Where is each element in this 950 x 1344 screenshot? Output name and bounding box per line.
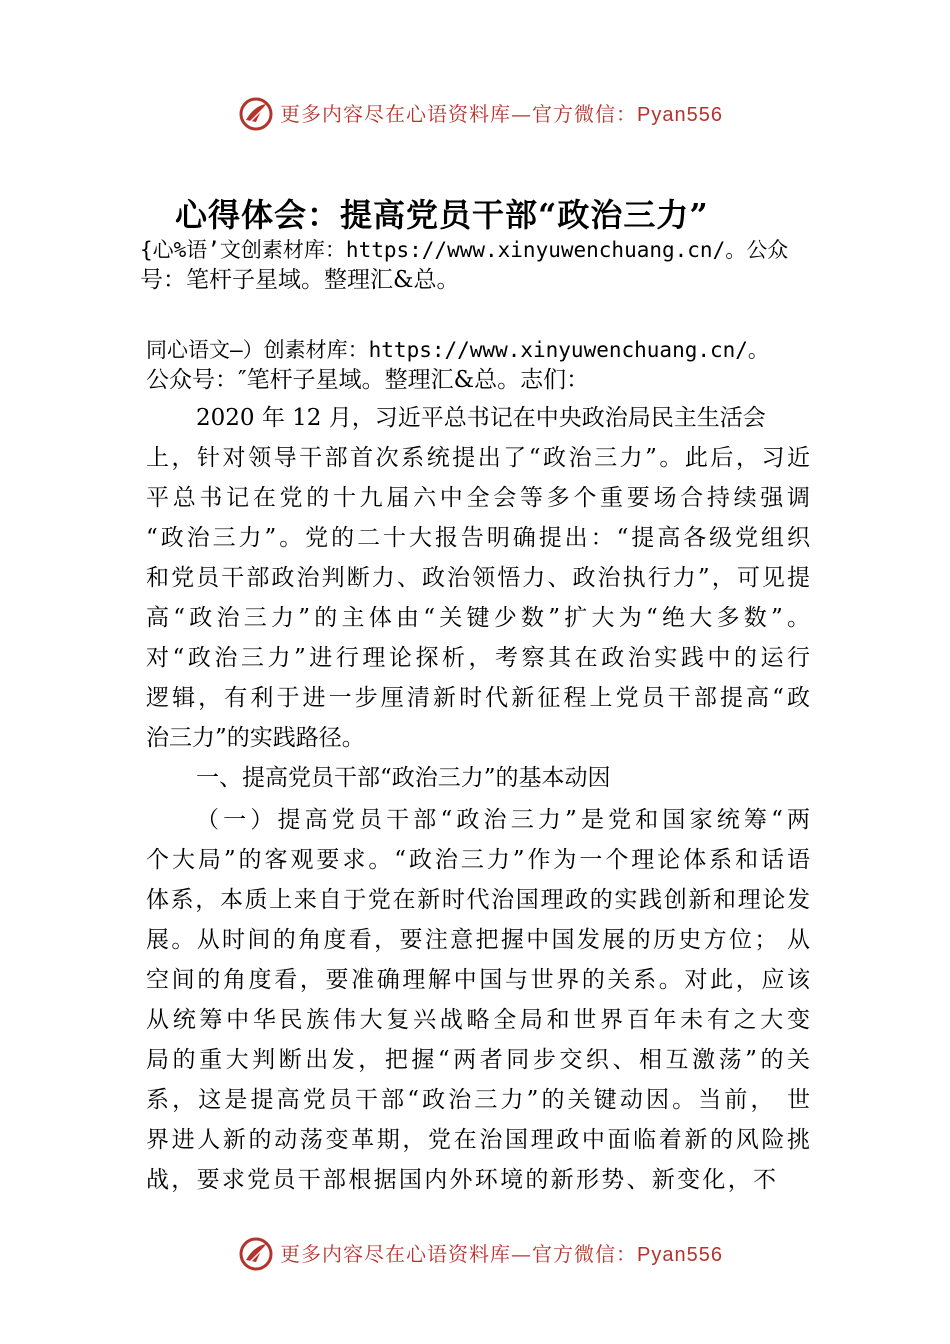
body-line: 体系，本质上来自于党在新时代治国理政的实践创新和理论发 xyxy=(146,887,810,913)
footer-banner xyxy=(0,1236,950,1276)
logo-icon xyxy=(238,1236,274,1272)
banner-text xyxy=(280,101,723,128)
body-line: 平总书记在党的十九届六中全会等多个重要场合持续强调 xyxy=(146,485,810,511)
body-line: 个大局”的客观要求。“政治三力”作为一个理论体系和话语 xyxy=(146,847,810,873)
meta-line: 同心语文—）创素材库：https://www.xinyuwenchuang.cn/。 xyxy=(146,338,769,362)
body-line: 战，要求党员干部根据国内外环境的新形势、新变化，不 xyxy=(146,1167,776,1193)
banner-label: 更多内容尽在心语资料库—官方微信： xyxy=(280,102,637,126)
banner-label: 更多内容尽在心语资料库—官方微信： xyxy=(280,1242,637,1266)
body-line: 治三力”的实践路径。 xyxy=(146,725,365,751)
body-line: 展。从时间的角度看，要注意把握中国发展的历史方位； 从 xyxy=(146,927,810,953)
body-line: 界进人新的动荡变革期，党在治国理政中面临着新的风险挑 xyxy=(146,1127,810,1153)
body-line: 空间的角度看，要准确理解中国与世界的关系。对此，应该 xyxy=(146,967,810,993)
page-title: 心得体会：提高党员干部“政治三力” xyxy=(175,196,709,234)
body-line: 2020 年 12 月，习近平总书记在中央政治局民主生活会 xyxy=(196,405,766,431)
header-banner xyxy=(0,96,950,136)
body-line: 逻辑，有利于进一步厘清新时代新征程上党员干部提高“政 xyxy=(146,685,810,711)
body-line: 对“政治三力”进行理论探析，考察其在政治实践中的运行 xyxy=(146,645,810,671)
logo-icon xyxy=(238,96,274,132)
banner-wechat-id: Pyan556 xyxy=(637,1244,723,1266)
body-line: “政治三力”。党的二十大报告明确提出：“提高各级党组织 xyxy=(146,525,810,551)
body-line: 局的重大判断出发，把握“两者同步交织、相互激荡”的关 xyxy=(146,1047,810,1073)
meta-line: 公众号：″笔杆子星域。整理汇&总。志们： xyxy=(146,367,590,393)
section-heading: 一、提高党员干部“政治三力”的基本动因 xyxy=(196,765,611,791)
body-line: 上，针对领导干部首次系统提出了“政治三力”。此后，习近 xyxy=(146,445,810,471)
banner-text xyxy=(280,1241,723,1268)
body-line: 高“政治三力”的主体由“关键少数”扩大为“绝大多数”。 xyxy=(146,605,810,631)
body-line: 从统筹中华民族伟大复兴战略全局和世界百年未有之大变 xyxy=(146,1007,810,1033)
meta-line: {心%语’文创素材库：https://www.xinyuwenchuang.cn/。公众 xyxy=(140,238,789,262)
body-line: 和党员干部政治判断力、政治领悟力、政治执行力”，可见提 xyxy=(146,565,810,591)
meta-line: 号：笔杆子星域。整理汇&总。 xyxy=(140,267,460,293)
banner-wechat-id: Pyan556 xyxy=(637,104,723,126)
body-line: （一）提高党员干部“政治三力”是党和国家统筹“两 xyxy=(196,807,810,833)
body-line: 系，这是提高党员干部“政治三力”的关键动因。当前， 世 xyxy=(146,1087,810,1113)
